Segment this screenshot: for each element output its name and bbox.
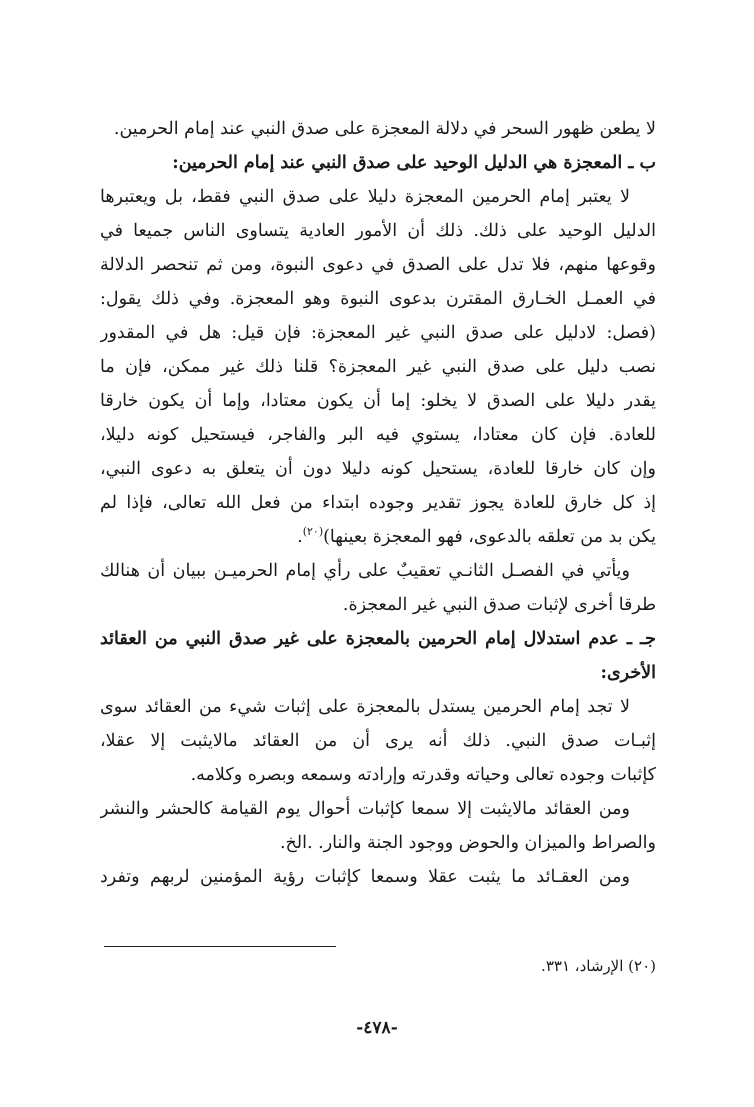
text-line: لا تجد إمام الحرمين يستدل بالمعجزة على إثبات شيء من العقائد سوى bbox=[100, 697, 630, 717]
page-number: -٤٧٨- bbox=[356, 1018, 398, 1038]
page-body bbox=[100, 112, 656, 894]
quote-text: يكن بد من تعلقه بالدعوى، فهو المعجزة بعينها) bbox=[323, 527, 656, 547]
text-line: والصراط والميزان والحوض ووجود الجنة والنار. .الخ. bbox=[279, 833, 656, 853]
text-line: الدليل الوحيد على ذلك. ذلك أن الأمور العادية يتساوى الناس جميعا في bbox=[100, 221, 656, 241]
footnote: (٢٠) الإرشاد، ٣٣١. bbox=[541, 957, 656, 975]
text-line: ويأتي في الفصـل الثانـي تعقيبٌ على رأي إمام الحرميـن ببيان أن هنالك bbox=[100, 561, 630, 581]
quote-line-end: يكن بد من تعلقه بالدعوى، فهو المعجزة بعينها)$^{(٢٠)}$. bbox=[297, 525, 656, 547]
footnote-divider bbox=[104, 946, 336, 947]
quote-line: للعادة. فإن كان معتادا، يستوي فيه البر والفاجر، فيستحيل كونه دليلا، bbox=[100, 425, 656, 445]
section-heading-c: جـ ـ عدم استدلال إمام الحرمين بالمعجزة على غير صدق النبي من العقائد bbox=[100, 629, 656, 649]
text-line: كإثبات وجوده تعالى وحياته وقدرته وإرادته وسمعه وبصره وكلامه. bbox=[190, 765, 656, 785]
quote-line: (فصل: لادليل على صدق النبي غير المعجزة: فإن قيل: هل في المقدور bbox=[100, 323, 656, 343]
text-line: ومن العقـائد ما يثبت عقلا وسمعا كإثبات رؤية المؤمنين لربهم وتفرد bbox=[100, 867, 630, 887]
quote-line: وإن كان خارقا للعادة، يستحيل كونه دليلا دون أن يتعلق به دعوى النبي، bbox=[100, 459, 656, 479]
text-line: لا يعتبر إمام الحرمين المعجزة دليلا على صدق النبي فقط، بل ويعتبرها bbox=[100, 187, 630, 207]
text-line: لا يطعن ظهور السحر في دلالة المعجزة على صدق النبي عند إمام الحرمين. bbox=[113, 119, 656, 139]
text-line: إثبـات صدق النبي. ذلك أنه يرى أن من العقائد مالايثبت إلا عقلا، bbox=[100, 731, 656, 751]
section-heading-b: ب ـ المعجزة هي الدليل الوحيد على صدق النبي عند إمام الحرمين: bbox=[172, 153, 656, 173]
quote-line: يقدر دليلا على الصدق لا يخلو: إما أن يكون معتادا، وإما أن يكون خارقا bbox=[100, 391, 656, 411]
text-line: وقوعها منهم، فلا تدل على الصدق في دعوى النبوة، ومن ثم تنحصر الدلالة bbox=[100, 255, 656, 275]
quote-line: إذ كل خارق للعادة يجوز تقدير وجوده ابتداء من فعل الله تعالى، فإذا لم bbox=[100, 493, 656, 513]
text-line: ومن العقائد مالايثبت إلا سمعا كإثبات أحوال يوم القيامة كالحشر والنشر bbox=[100, 799, 630, 819]
section-heading-c-cont: الأخرى: bbox=[600, 663, 656, 683]
text-line: طرقا أخرى لإثبات صدق النبي غير المعجزة. bbox=[342, 595, 656, 615]
quote-line: نصب دليل على صدق النبي غير المعجزة؟ قلنا ذلك غير ممكن، فإن ما bbox=[100, 357, 656, 377]
footnote-ref: (٢٠) bbox=[302, 525, 324, 539]
text-line: في العمـل الخـارق المقترن بدعوى النبوة وهو المعجزة. وفي ذلك يقول: bbox=[100, 289, 656, 309]
